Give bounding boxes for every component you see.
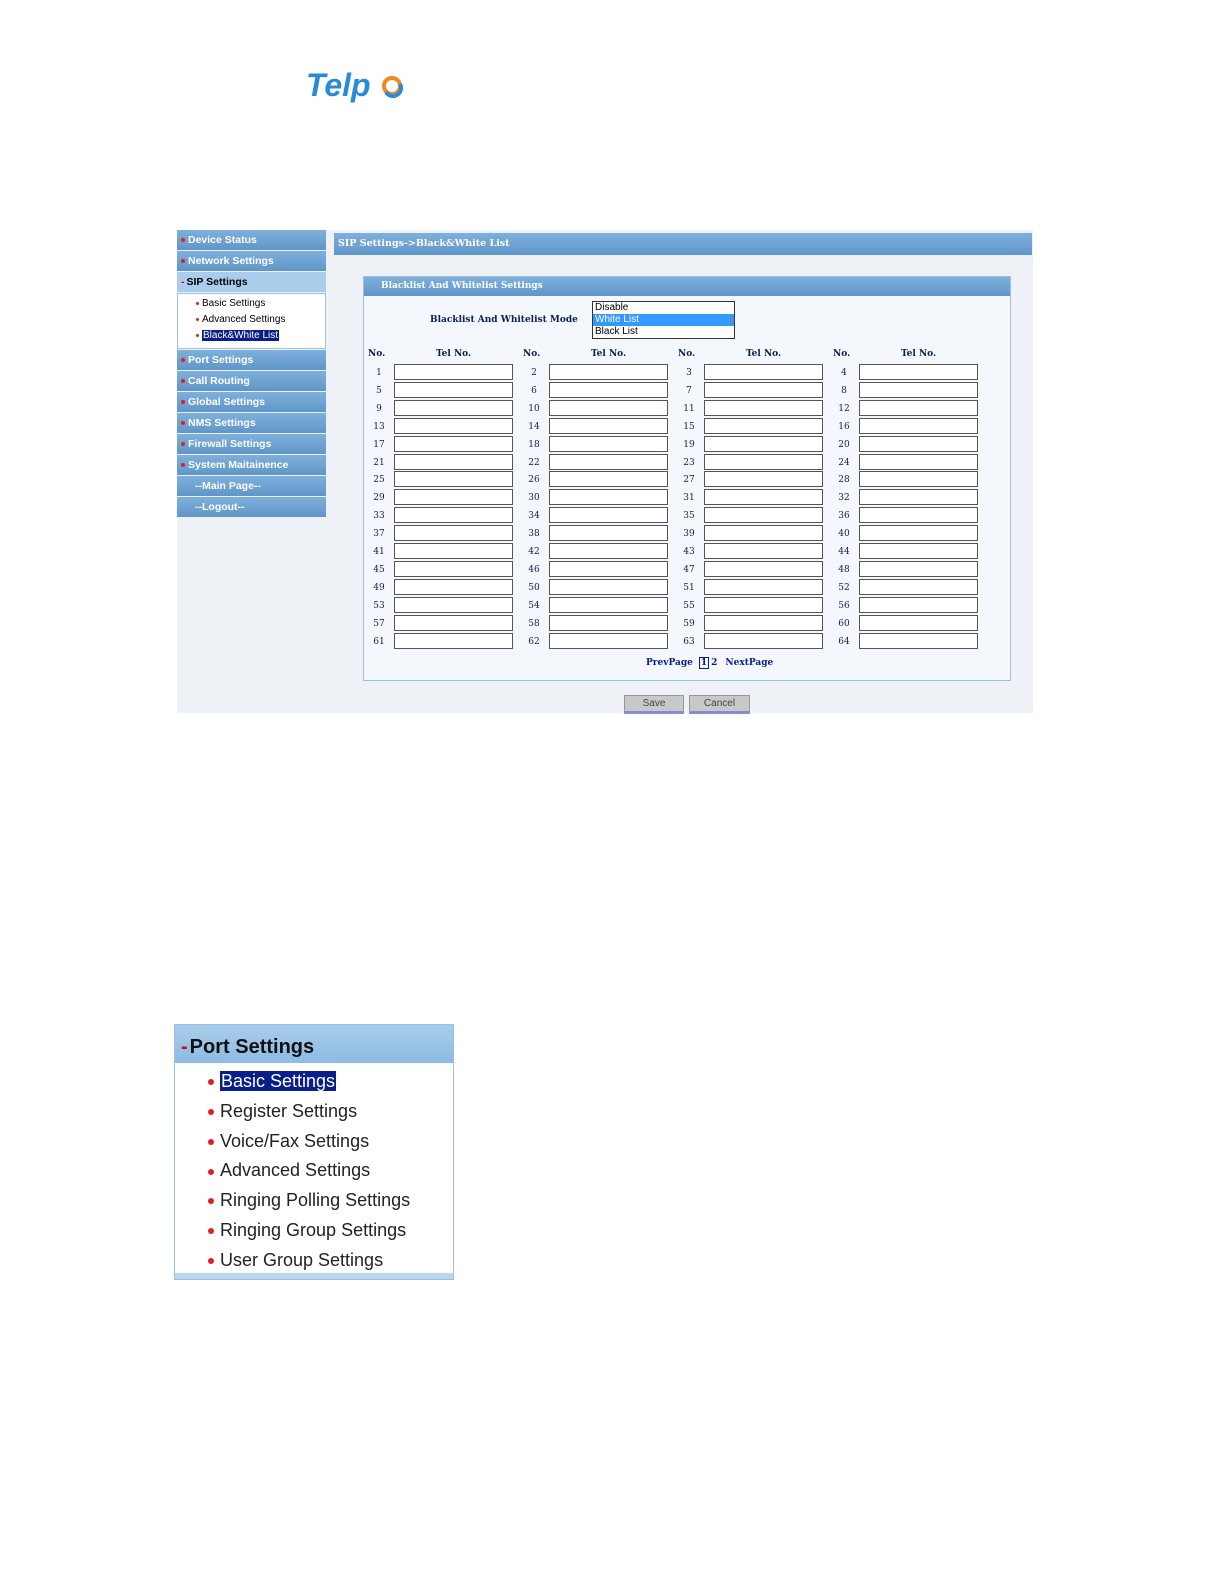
sidebar-item-system-maintenance[interactable]: System Maitainence [177,455,326,475]
submenu-item-advanced-settings[interactable]: Advanced Settings [178,312,325,328]
entry-number: 51 [683,582,695,593]
tel-number-input[interactable] [859,400,978,416]
tel-number-input[interactable] [394,436,513,452]
tel-number-input[interactable] [394,471,513,487]
next-page-link[interactable]: NextPage [725,658,774,668]
entry-number: 58 [528,618,540,629]
tel-number-input[interactable] [549,489,668,505]
entry-number: 39 [683,529,695,540]
tel-number-input[interactable] [549,525,668,541]
entry-number: 46 [528,564,540,575]
sidebar-item-main-page[interactable]: --Main Page-- [177,476,326,496]
entry-number: 53 [373,600,385,611]
breadcrumb: SIP Settings->Black&White List [334,233,1032,255]
port-settings-menu-screenshot [174,1024,454,1280]
tel-number-input[interactable] [394,633,513,649]
mode-option-black-list[interactable]: Black List [595,326,638,337]
tel-number-input[interactable] [549,507,668,523]
tel-number-input[interactable] [549,579,668,595]
entry-number: 61 [373,636,385,647]
tel-number-input[interactable] [859,633,978,649]
entry-number: 13 [373,421,385,432]
entry-number: 41 [373,547,385,557]
entry-number: 9 [376,403,382,414]
bullet-icon [181,238,185,242]
port-item-ringing-group-settings[interactable]: Ringing Group Settings [175,1216,453,1246]
submenu-item-black-white-list[interactable]: Black&White List [178,328,325,344]
tel-number-input[interactable] [704,471,823,487]
col-header-no: No. [368,349,386,359]
tel-number-input[interactable] [549,561,668,577]
entry-number: 55 [683,600,695,611]
bullet-icon [196,334,199,337]
entry-number: 45 [373,564,385,575]
entry-number: 1 [376,368,382,378]
entry-number: 54 [528,600,540,611]
tel-number-input[interactable] [859,418,978,434]
tel-number-input[interactable] [704,543,823,559]
entry-number: 32 [838,493,850,504]
entry-number: 10 [528,403,540,414]
entry-number: 56 [838,600,850,611]
page-1-link[interactable]: 1 [700,658,708,668]
tel-number-input[interactable] [704,364,823,380]
entry-number: 11 [683,403,695,414]
entry-number: 12 [838,403,850,414]
entry-number: 4 [841,368,847,378]
sidebar-item-network-settings[interactable]: Network Settings [177,251,326,271]
sidebar-item-nms-settings[interactable]: NMS Settings [177,413,326,433]
svg-text:Telp: Telp [306,67,371,103]
sidebar-item-sip-settings[interactable]: - SIP Settings [177,272,326,292]
tel-number-input[interactable] [549,633,668,649]
entry-number: 33 [373,511,385,522]
entry-number: 8 [841,385,847,396]
bullet-icon [181,400,185,404]
bullet-icon [208,1198,214,1204]
entry-number: 21 [373,457,385,468]
col-header-no: No. [523,349,541,359]
tel-number-input[interactable] [859,436,978,452]
collapse-icon: - [181,1036,188,1058]
entry-number: 6 [531,385,537,396]
tel-number-input[interactable] [704,525,823,541]
entry-number: 59 [683,618,695,629]
submenu-item-basic-settings[interactable]: Basic Settings [178,296,325,312]
entry-number: 2 [531,368,537,378]
tel-number-input[interactable] [394,382,513,398]
sip-blacklist-screenshot [177,230,1033,713]
entry-number: 48 [838,564,850,575]
tel-number-input[interactable] [549,471,668,487]
bullet-icon [181,259,185,263]
entry-number: 28 [838,475,850,486]
settings-box-title: Blacklist And Whitelist Settings [364,277,1010,296]
tel-number-input[interactable] [394,561,513,577]
entry-number: 62 [528,636,540,647]
entry-number: 52 [838,582,850,593]
tel-number-input[interactable] [704,436,823,452]
bullet-icon [181,442,185,446]
col-header-no: No. [833,349,851,359]
tel-number-input[interactable] [549,597,668,613]
mode-option-disable[interactable]: Disable [595,302,629,313]
entry-number: 26 [528,475,540,486]
tel-number-input[interactable] [859,507,978,523]
bullet-icon [196,302,199,305]
bullet-icon [208,1109,214,1115]
tel-number-input[interactable] [859,471,978,487]
tel-number-input[interactable] [704,489,823,505]
tel-number-input[interactable] [859,364,978,380]
col-header-tel: Tel No. [591,349,627,359]
entry-number: 27 [683,475,695,486]
bullet-icon [208,1139,214,1145]
bullet-icon [196,318,199,321]
sidebar-nav [177,230,326,518]
entry-number: 38 [528,529,540,540]
port-settings-header[interactable]: - Port Settings [175,1025,453,1063]
entry-number: 24 [838,457,850,468]
entry-number: 34 [528,511,540,522]
tel-number-input[interactable] [859,543,978,559]
entry-number: 19 [683,439,695,450]
port-settings-list [175,1063,453,1276]
entry-number: 37 [373,529,385,540]
port-item-ringing-polling-settings[interactable]: Ringing Polling Settings [175,1186,453,1216]
tel-number-input[interactable] [704,454,823,470]
bullet-icon [181,421,185,425]
entry-number: 57 [373,618,385,629]
mode-label: Blacklist And Whitelist Mode [430,315,578,325]
entry-number: 16 [838,421,850,432]
tel-number-input[interactable] [704,507,823,523]
entry-number: 15 [683,421,695,432]
entry-number: 49 [373,582,385,593]
tel-number-input[interactable] [549,454,668,470]
tel-number-input[interactable] [704,579,823,595]
sidebar-item-firewall-settings[interactable]: Firewall Settings [177,434,326,454]
tel-number-input[interactable] [549,436,668,452]
cancel-button[interactable]: Cancel [689,695,750,714]
bullet-icon [208,1228,214,1234]
entry-number: 64 [838,636,850,647]
entry-number: 22 [528,457,540,468]
entry-number: 42 [528,547,540,557]
entry-number: 35 [683,511,695,522]
bullet-icon [208,1258,214,1264]
col-header-tel: Tel No. [746,349,782,359]
sidebar-item-logout[interactable]: --Logout-- [177,497,326,517]
bullet-icon [208,1169,214,1175]
tel-number-input[interactable] [704,597,823,613]
entry-number: 44 [838,547,850,557]
entry-number: 31 [683,493,695,504]
bullet-icon [181,463,185,467]
blacklist-settings-box [363,276,1011,681]
tel-number-input[interactable] [394,400,513,416]
tel-number-input[interactable] [394,579,513,595]
tel-number-input[interactable] [549,364,668,380]
col-header-tel: Tel No. [901,349,937,359]
port-item-register-settings[interactable]: Register Settings [175,1097,453,1127]
tel-number-input[interactable] [704,633,823,649]
collapse-icon: - [181,276,185,288]
tel-number-input[interactable] [859,454,978,470]
mode-option-white-list[interactable]: White List [593,314,734,326]
port-item-voice-fax-settings[interactable]: Voice/Fax Settings [175,1127,453,1157]
main-panel [334,233,1032,713]
sidebar-item-call-routing[interactable]: Call Routing [177,371,326,391]
bullet-icon [181,358,185,362]
prev-page-link[interactable]: PrevPage [646,658,693,668]
entry-number: 30 [528,493,540,504]
tel-number-input[interactable] [704,615,823,631]
entry-number: 14 [528,421,540,432]
entry-number: 40 [838,529,850,540]
entry-number: 36 [838,511,850,522]
tel-number-input[interactable] [704,418,823,434]
menu-footer-bar [175,1273,453,1279]
telpo-logo [306,64,406,108]
tel-number-input[interactable] [704,561,823,577]
tel-number-input[interactable] [859,597,978,613]
tel-number-input[interactable] [394,364,513,380]
tel-number-input[interactable] [859,525,978,541]
bullet-icon [208,1079,214,1085]
tel-number-input[interactable] [394,543,513,559]
entry-number: 60 [838,618,850,629]
tel-number-input[interactable] [704,400,823,416]
entry-number: 5 [376,385,382,396]
tel-number-input[interactable] [704,382,823,398]
tel-number-input[interactable] [859,615,978,631]
entry-number: 18 [528,439,540,450]
tel-number-input[interactable] [394,454,513,470]
entry-number: 17 [373,439,385,450]
tel-number-input[interactable] [549,418,668,434]
tel-number-input[interactable] [394,525,513,541]
entry-number: 20 [838,439,850,450]
entry-number: 63 [683,636,695,647]
tel-number-input[interactable] [394,507,513,523]
content-area [334,255,1032,713]
col-header-tel: Tel No. [436,349,472,359]
tel-number-input[interactable] [394,489,513,505]
tel-number-input[interactable] [394,418,513,434]
mode-select-list[interactable] [592,301,735,339]
tel-number-input[interactable] [549,382,668,398]
entry-number: 43 [683,547,695,557]
port-item-advanced-settings[interactable]: Advanced Settings [175,1156,453,1186]
entry-number: 23 [683,457,695,468]
entry-number: 29 [373,493,385,504]
tel-number-input[interactable] [549,615,668,631]
save-button[interactable]: Save [624,695,684,714]
tel-number-input[interactable] [394,615,513,631]
tel-number-input[interactable] [394,597,513,613]
tel-number-input[interactable] [859,561,978,577]
sidebar-item-device-status[interactable]: Device Status [177,230,326,250]
entry-number: 3 [686,368,692,378]
tel-number-input[interactable] [859,382,978,398]
col-header-no: No. [678,349,696,359]
port-item-user-group-settings[interactable]: User Group Settings [175,1246,453,1276]
sip-submenu [177,293,326,349]
tel-number-input[interactable] [549,400,668,416]
entry-number: 25 [373,475,385,486]
tel-number-input[interactable] [859,489,978,505]
entry-number: 47 [683,564,695,575]
bullet-icon [181,379,185,383]
page-2-link[interactable]: 2 [711,658,718,668]
sidebar-item-global-settings[interactable]: Global Settings [177,392,326,412]
pagination [646,657,773,669]
sidebar-item-port-settings[interactable]: Port Settings [177,350,326,370]
port-item-basic-settings[interactable]: Basic Settings [175,1067,453,1097]
tel-number-input[interactable] [859,579,978,595]
tel-number-input[interactable] [549,543,668,559]
entry-number: 50 [528,582,540,593]
entry-number: 7 [686,385,692,396]
